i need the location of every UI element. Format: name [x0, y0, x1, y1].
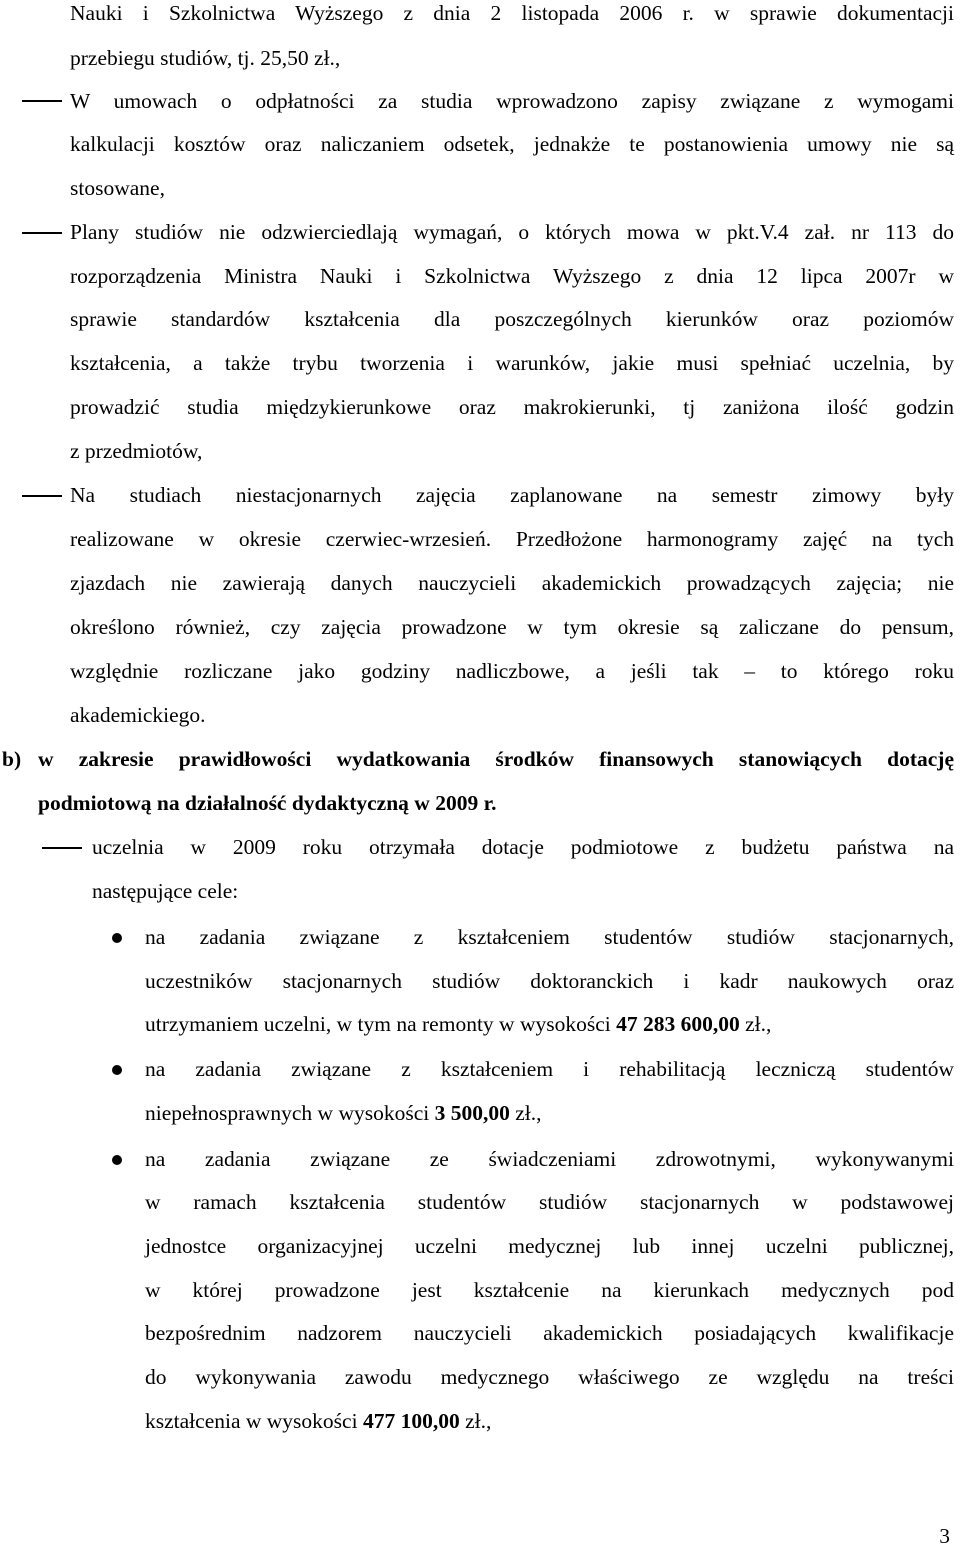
text-line: Na studiach niestacjonarnych zajęcia zaplanowane na semestr zimowy były — [70, 483, 954, 507]
text-line: W umowach o odpłatności za studia wprowadzono zapisy związane z wymogami — [70, 89, 954, 113]
text-line: względnie rozliczane jako godziny nadliczbowe, a jeśli tak – to którego roku — [70, 659, 954, 683]
text-line: na zadania związane ze świadczeniami zdrowotnymi, wykonywanymi — [145, 1147, 954, 1171]
text-line: kształcenia, a także trybu tworzenia i warunków, jakie musi spełniać uczelnia, by — [70, 351, 954, 375]
text-line: kalkulacji kosztów oraz naliczaniem odsetek, jednakże te postanowienia umowy nie są — [70, 132, 954, 156]
dash-marker — [42, 847, 82, 849]
text-fragment: zł., — [509, 1101, 542, 1125]
text-line: prowadzić studia międzykierunkowe oraz makrokierunki, tj zaniżona ilość godzin — [70, 395, 954, 419]
text-line: w której prowadzone jest kształcenie na kierunkach medycznych pod — [145, 1278, 954, 1302]
dash-marker — [22, 232, 62, 234]
text-line: Nauki i Szkolnictwa Wyższego z dnia 2 listopada 2006 r. w sprawie dokumentacji — [70, 1, 954, 25]
text-line: jednostce organizacyjnej uczelni medycznej lub innej uczelni publicznej, — [145, 1234, 954, 1258]
bullet-marker — [112, 933, 122, 943]
text-line: stosowane, — [70, 176, 165, 200]
section-heading: podmiotową na działalność dydaktyczną w 2009 r. — [38, 791, 497, 815]
text-line: na zadania związane z kształceniem i rehabilitacją leczniczą studentów — [145, 1057, 954, 1081]
text-line: na zadania związane z kształceniem studentów studiów stacjonarnych, — [145, 925, 954, 949]
amount: 3 500,00 — [434, 1101, 510, 1125]
text-line: rozporządzenia Ministra Nauki i Szkolnictwa Wyższego z dnia 12 lipca 2007r w — [70, 264, 954, 288]
text-line — [145, 1408, 491, 1434]
text-line: następujące cele: — [92, 879, 239, 903]
text-line: Plany studiów nie odzwierciedlają wymagań, o których mowa w pkt.V.4 zał. nr 113 do — [70, 220, 954, 244]
amount: 477 100,00 — [362, 1409, 460, 1433]
text-line: uczestników stacjonarnych studiów doktoranckich i kadr naukowych oraz — [145, 969, 954, 993]
text-line — [145, 1100, 542, 1126]
text-line: w ramach kształcenia studentów studiów stacjonarnych w podstawowej — [145, 1190, 954, 1214]
amount: 47 283 600,00 — [616, 1012, 740, 1036]
text-line: akademickiego. — [70, 703, 206, 727]
text-line: przebiegu studiów, tj. 25,50 zł., — [70, 46, 341, 70]
text-line: uczelnia w 2009 roku otrzymała dotacje podmiotowe z budżetu państwa na — [92, 835, 954, 859]
text-line: do wykonywania zawodu medycznego właściwego ze względu na treści — [145, 1365, 954, 1389]
dash-marker — [22, 100, 62, 102]
text-line: zjazdach nie zawierają danych nauczycieli akademickich prowadzących zajęcia; nie — [70, 571, 954, 595]
text-line: określono również, czy zajęcia prowadzone w tym okresie są zaliczane do pensum, — [70, 615, 954, 639]
section-heading: w zakresie prawidłowości wydatkowania środków finansowych stanowiących dotację — [38, 747, 954, 771]
text-fragment: kształcenia w wysokości — [145, 1409, 363, 1433]
section-marker: b) — [2, 747, 22, 771]
text-line: sprawie standardów kształcenia dla poszczególnych kierunków oraz poziomów — [70, 307, 954, 331]
bullet-marker — [112, 1155, 122, 1165]
text-line: z przedmiotów, — [70, 439, 203, 463]
text-fragment: zł., — [459, 1409, 492, 1433]
text-line: realizowane w okresie czerwiec-wrzesień. Przedłożone harmonogramy zajęć na tych — [70, 527, 954, 551]
text-fragment: utrzymaniem uczelni, w tym na remonty w wysokości — [145, 1012, 617, 1036]
bullet-marker — [112, 1065, 122, 1075]
dash-marker — [22, 495, 62, 497]
text-fragment: zł., — [739, 1012, 772, 1036]
page-number: 3 — [939, 1524, 950, 1548]
text-line: bezpośrednim nadzorem nauczycieli akademickich posiadających kwalifikacje — [145, 1321, 954, 1345]
text-line — [145, 1011, 771, 1037]
text-fragment: niepełnosprawnych w wysokości — [145, 1101, 435, 1125]
